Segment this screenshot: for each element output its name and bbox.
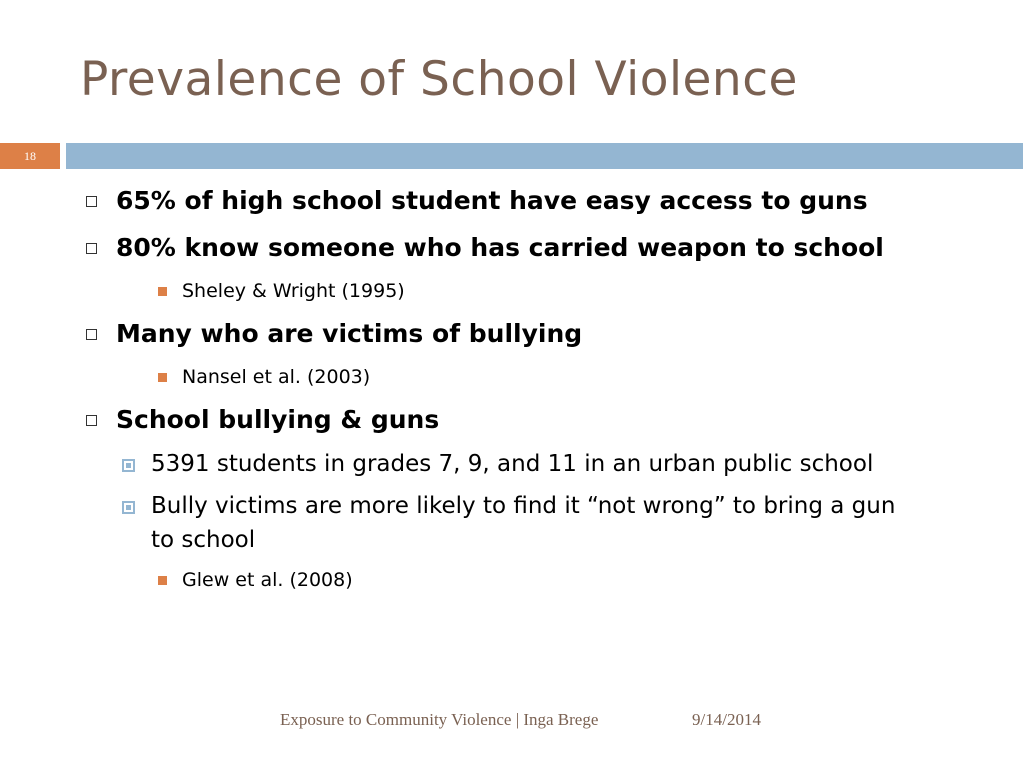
sub-bullet-text: Bully victims are more likely to find it “not wrong” to bring a gun bbox=[151, 493, 896, 519]
sub-bullet-text: 5391 students in grades 7, 9, and 11 in an urban public school bbox=[151, 451, 874, 477]
bullet-text: 65% of high school student have easy access to guns bbox=[116, 186, 868, 215]
reference-item bbox=[182, 366, 370, 388]
sub-bullet-item bbox=[151, 451, 873, 477]
sub-bullet-item bbox=[151, 493, 895, 519]
sub-bullet-continuation bbox=[151, 527, 255, 553]
bullet-item bbox=[116, 319, 582, 348]
bullet-item bbox=[116, 233, 884, 262]
reference-item bbox=[182, 569, 353, 591]
filled-square-bullet-icon bbox=[158, 576, 167, 585]
bullet-item bbox=[116, 186, 868, 215]
square-bullet-icon bbox=[86, 243, 97, 254]
reference-text: Nansel et al. (2003) bbox=[182, 366, 371, 388]
bullet-item bbox=[116, 405, 439, 434]
footer-text: Exposure to Community Violence | Inga Brege bbox=[280, 710, 599, 729]
outlined-square-bullet-icon bbox=[122, 501, 135, 514]
footer-date: 9/14/2014 bbox=[692, 710, 761, 729]
square-bullet-icon bbox=[86, 329, 97, 340]
outlined-square-bullet-icon bbox=[122, 459, 135, 472]
filled-square-bullet-icon bbox=[158, 287, 167, 296]
bullet-text: School bullying & guns bbox=[116, 405, 440, 434]
sub-bullet-text: to school bbox=[151, 527, 256, 553]
bullet-text: Many who are victims of bullying bbox=[116, 319, 583, 348]
reference-item bbox=[182, 280, 405, 302]
title-divider-bar bbox=[66, 143, 1023, 169]
reference-text: Glew et al. (2008) bbox=[182, 569, 353, 591]
bullet-text: 80% know someone who has carried weapon to school bbox=[116, 233, 884, 262]
filled-square-bullet-icon bbox=[158, 373, 167, 382]
reference-text: Sheley & Wright (1995) bbox=[182, 280, 405, 302]
square-bullet-icon bbox=[86, 196, 97, 207]
slide-title: Prevalence of School Violence bbox=[80, 52, 798, 107]
square-bullet-icon bbox=[86, 415, 97, 426]
slide-number-badge: 18 bbox=[0, 143, 60, 169]
